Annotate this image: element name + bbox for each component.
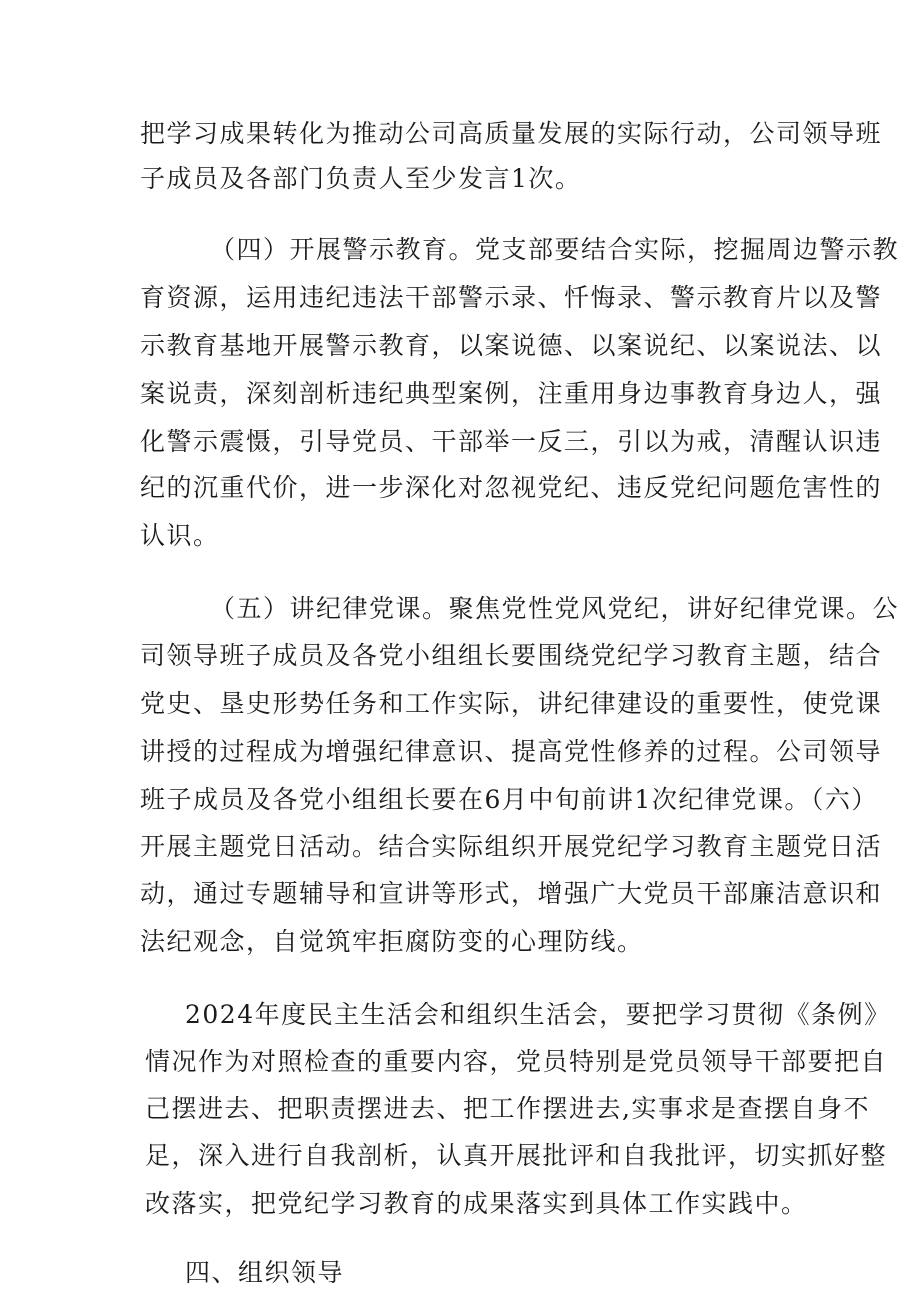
text-line: 动，通过专题辅导和宣讲等形式，增强广大党员干部廉洁意识和 xyxy=(140,879,883,908)
text-line: 纪的沉重代价，进一步深化对忽视党纪、违反党纪问题危害性的 xyxy=(140,473,883,502)
text-line: 2024年度民主生活会和组织生活会，要把学习贯彻《条例》 xyxy=(185,1000,891,1029)
text-line: 把学习成果转化为推动公司高质量发展的实际行动，公司领导班 xyxy=(140,119,883,148)
text-line: 党史、垦史形势任务和工作实际，讲纪律建设的重要性，使党课 xyxy=(140,689,883,718)
text-line: 案说责，深刻剖析违纪典型案例，注重用身边事教育身边人，强 xyxy=(140,379,883,408)
text-line: 己摆进去、把职责摆进去、把工作摆进去,实事求是查摆自身不 xyxy=(145,1094,870,1123)
text-line: （五）讲纪律党课。聚焦党性党风党纪，讲好纪律党课。公 xyxy=(210,594,900,623)
text-line: 法纪观念，自觉筑牢拒腐防变的心理防线。 xyxy=(140,927,644,956)
text-line: 认识。 xyxy=(140,521,220,550)
text-line: 班子成员及各党小组组长要在6月中旬前讲1次纪律党课。（六） xyxy=(140,785,878,814)
text-line: 情况作为对照检查的重要内容，党员特别是党员领导干部要把自 xyxy=(145,1047,888,1076)
text-line: （四）开展警示教育。党支部要结合实际，挖掘周边警示教 xyxy=(210,235,900,264)
text-line: 改落实，把党纪学习教育的成果落实到具体工作实践中。 xyxy=(145,1189,808,1218)
text-line: 司领导班子成员及各党小组组长要围绕党纪学习教育主题，结合 xyxy=(140,641,883,670)
text-line: 足，深入进行自我剖析，认真开展批评和自我批评，切实抓好整 xyxy=(145,1141,888,1170)
text-line: 子成员及各部门负责人至少发言1次。 xyxy=(140,164,582,193)
text-line: 开展主题党日活动。结合实际组织开展党纪学习教育主题党日活 xyxy=(140,832,883,861)
text-line: 示教育基地开展警示教育，以案说德、以案说纪、以案说法、以 xyxy=(140,331,883,360)
section-heading: 四、组织领导 xyxy=(185,1258,345,1287)
text-line: 育资源，运用违纪违法干部警示录、忏悔录、警示教育片以及警 xyxy=(140,283,883,312)
text-line: 讲授的过程成为增强纪律意识、提高党性修养的过程。公司领导 xyxy=(140,737,883,766)
text-line: 化警示震慑，引导党员、干部举一反三，引以为戒，清醒认识违 xyxy=(140,427,883,456)
